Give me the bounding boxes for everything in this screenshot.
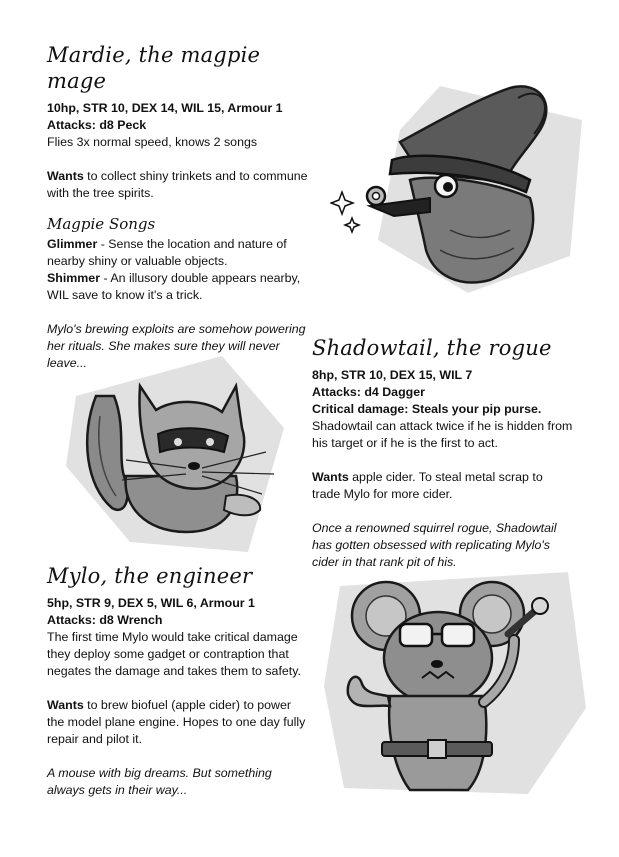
shadowtail-wants-label: Wants — [312, 470, 349, 484]
song-glimmer — [47, 236, 309, 270]
mylo-stats: 5hp, STR 9, DEX 5, WIL 6, Armour 1 — [47, 596, 255, 610]
mardie-attacks: Attacks: d8 Peck — [47, 118, 147, 132]
shadowtail-section — [312, 335, 574, 571]
shadowtail-flavor: Once a renowned squirrel rogue, Shadowtail has gotten obsessed with replicating Mylo's cider in that rank pit of his. — [312, 521, 557, 569]
mylo-trait: The first time Mylo would take critical damage they deploy some gadget or contraption that negates the damage and takes them to safety. — [47, 630, 301, 678]
mylo-wants — [47, 697, 309, 748]
shadowtail-attacks: Attacks: d4 Dagger — [312, 385, 425, 399]
squirrel-rogue-illustration — [66, 356, 306, 561]
mouse-engineer-illustration — [318, 566, 594, 802]
mylo-attacks: Attacks: d8 Wrench — [47, 613, 163, 627]
shadowtail-trait: Shadowtail can attack twice if he is hidden from his target or if he is the first to act. — [312, 419, 573, 450]
mardie-stats: 10hp, STR 10, DEX 14, WIL 15, Armour 1 — [47, 101, 283, 115]
shadowtail-stats: 8hp, STR 10, DEX 15, WIL 7 — [312, 368, 473, 382]
shadowtail-critical: Critical damage: Steals your pip purse. — [312, 402, 542, 416]
mylo-section — [47, 563, 309, 799]
song-shimmer — [47, 270, 309, 304]
shadowtail-wants — [312, 469, 574, 503]
mardie-section — [47, 42, 309, 372]
shadowtail-title: Shadowtail, the rogue — [312, 336, 552, 360]
song-glimmer-name: Glimmer — [47, 237, 98, 251]
mardie-trait: Flies 3x normal speed, knows 2 songs — [47, 135, 258, 149]
mardie-wants — [47, 168, 309, 202]
mardie-flavor: Mylo's brewing exploits are somehow powering her rituals. She makes sure they will never leave... — [47, 322, 306, 370]
mylo-title: Mylo, the engineer — [47, 564, 253, 588]
song-shimmer-text: - An illusory double appears nearby, WIL save to know it's a trick. — [47, 271, 301, 302]
shadowtail-wants-text: apple cider. To steal metal scrap to trade Mylo for more cider. — [312, 470, 543, 501]
mardie-wants-label: Wants — [47, 169, 84, 183]
mardie-title: Mardie, the magpie mage — [47, 43, 261, 93]
mardie-wants-text: to collect shiny trinkets and to commune with the tree spirits. — [47, 169, 308, 200]
mylo-wants-text: to brew biofuel (apple cider) to power the model plane engine. Hopes to one day fully repair and pilot it. — [47, 698, 306, 746]
mylo-flavor: A mouse with big dreams. But something always gets in their way... — [47, 766, 272, 797]
song-shimmer-name: Shimmer — [47, 271, 101, 285]
magpie-wizard-illustration — [330, 80, 610, 295]
mylo-wants-label: Wants — [47, 698, 84, 712]
magpie-songs-title: Magpie Songs — [47, 215, 156, 233]
song-glimmer-text: - Sense the location and nature of nearby shiny or valuable objects. — [47, 237, 287, 268]
